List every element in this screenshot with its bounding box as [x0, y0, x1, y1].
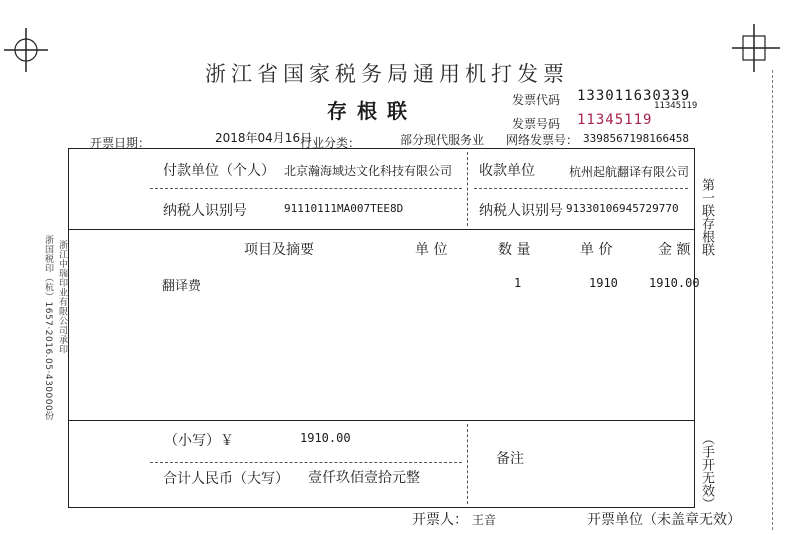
invoice-title: 浙江省国家税务局通用机打发票 [205, 62, 569, 86]
seal-label: 开票单位（未盖章无效） [587, 512, 741, 528]
issue-date-label: 开票日期： [90, 136, 151, 150]
copy-designation: 第一联存根联 [699, 178, 714, 256]
row-item: 翻译费 [162, 279, 202, 294]
payee-tax-label: 纳税人识别号 [479, 203, 563, 219]
total-big-value: 壹仟玖佰壹拾元整 [308, 470, 420, 486]
payee-name: 杭州起航翻译有限公司 [569, 165, 690, 179]
payee-label: 收款单位 [479, 163, 535, 179]
remark-divider [467, 424, 468, 504]
col-header-amount: 金 额 [658, 242, 691, 258]
total-small-label: （小写）￥ [164, 433, 234, 449]
printer-info-line-1: 浙国税印（杭）1657·2016.05·430000份 [43, 235, 53, 421]
invoice-code-small: 11345119 [654, 101, 698, 111]
issue-date-value: 2018年04月16日 [215, 131, 313, 145]
payee-tax-id: 91330106945729770 [566, 202, 679, 215]
industry-label: 行业分类： [300, 136, 361, 150]
payer-tax-id: 91110111MA007TEE8D [284, 202, 404, 215]
invoice-code-value: 133011630339 [577, 88, 691, 104]
payer-label: 付款单位（个人） [163, 163, 275, 179]
issuer-label: 开票人： [412, 512, 468, 528]
perforation-line [772, 70, 773, 530]
col-header-qty: 数 量 [498, 242, 531, 258]
handwritten-invalid-note: （手开无效） [699, 432, 714, 510]
remark-label: 备注 [496, 451, 524, 467]
invoice-subtitle: 存根联 [327, 99, 417, 123]
registration-mark-icon [4, 28, 48, 72]
row-amount: 1910.00 [649, 276, 700, 290]
network-number-value: 3398567198166458 [583, 132, 689, 145]
payee-underline [474, 188, 688, 189]
totals-underline [150, 462, 462, 463]
total-small-value: 1910.00 [300, 431, 351, 445]
payer-name: 北京瀚海域达文化科技有限公司 [284, 164, 453, 178]
row-price: 1910 [589, 276, 618, 290]
col-header-item: 项目及摘要 [244, 242, 314, 258]
row-qty: 1 [514, 276, 522, 290]
printer-info-line-2: 浙江中瑞印业有限公司承印 [57, 240, 67, 354]
col-header-price: 单 价 [580, 242, 613, 258]
invoice-code-label: 发票代码 [512, 93, 561, 107]
party-divider [467, 152, 468, 226]
totals-divider [68, 420, 694, 421]
registration-mark-icon [728, 24, 780, 72]
industry-value: 部分现代服务业 [400, 133, 485, 147]
issuer-value: 王音 [472, 513, 497, 527]
payer-underline [150, 188, 462, 189]
header-divider [68, 229, 694, 230]
col-header-unit: 单 位 [415, 242, 448, 258]
invoice-number-value: 11345119 [577, 112, 653, 128]
payer-tax-label: 纳税人识别号 [163, 203, 247, 219]
network-number-label: 网络发票号： [506, 133, 579, 147]
total-big-label: 合计人民币（大写） [163, 471, 289, 487]
invoice-number-label: 发票号码 [512, 117, 561, 131]
